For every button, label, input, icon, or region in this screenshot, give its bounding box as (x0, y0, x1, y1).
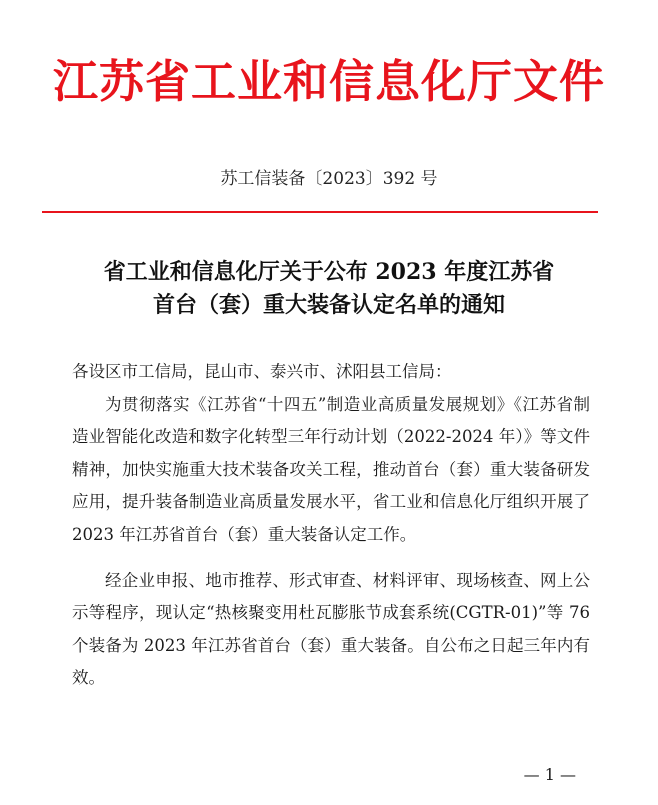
notice-body (72, 356, 590, 695)
notice-title-line-1: 省工业和信息化厅关于公布 2023 年度江苏省 (103, 259, 555, 285)
agency-header-title: 江苏省工业和信息化厅文件 (52, 55, 605, 108)
page-number: — 1 — (523, 765, 576, 784)
salutation: 各设区市工信局，昆山市、泰兴市、沭阳县工信局： (72, 362, 452, 381)
body-paragraph-2: 经企业申报、地市推荐、形式审查、材料评审、现场核查、网上公示等程序，现认定“热核聚变用杜瓦膨胀节成套系统(CGTR-01)”等 76 个装备为 2023 年江苏省首台（套）重大装备。自公布之日起三年内有效。 (72, 570, 590, 688)
body-paragraph-1: 为贯彻落实《江苏省“十四五”制造业高质量发展规划》《江苏省制造业智能化改造和数字化转型三年行动计划（2022-2024 年）》等文件精神，加快实施重大技术装备攻关工程，推动首台（套）重大装备研发应用，提升装备制造业高质量发展水平，省工业和信息化厅组织开展了 2023 年江苏省首台（套）重大装备认定工作。 (72, 394, 590, 544)
red-separator-line (42, 211, 598, 213)
document-number: 苏工信装备〔2023〕392 号 (220, 169, 438, 189)
notice-title (0, 256, 658, 322)
notice-title-line-2: 首台（套）重大装备认定名单的通知 (152, 292, 505, 318)
